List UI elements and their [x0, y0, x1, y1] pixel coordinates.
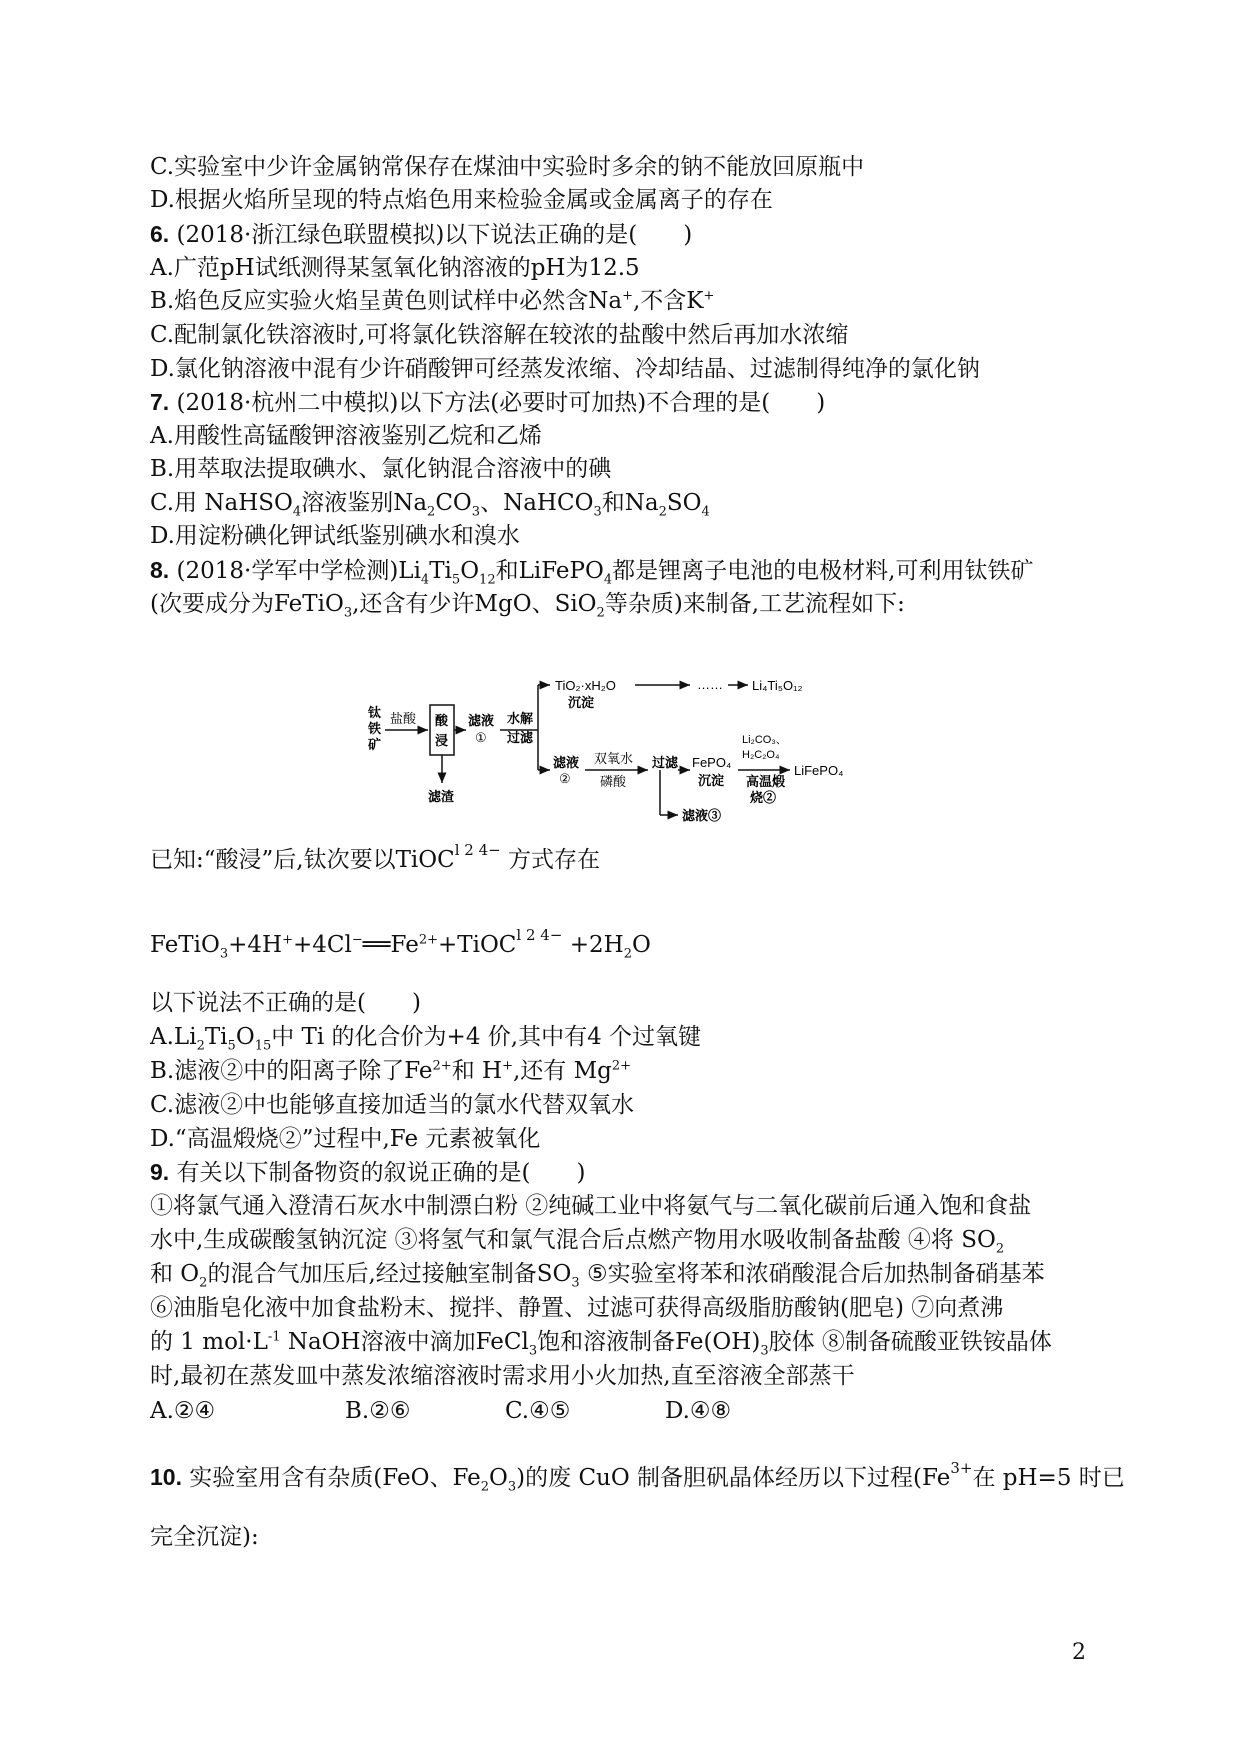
subscript: 3 — [219, 946, 229, 962]
question-text: (2018·浙江绿色联盟模拟)以下说法正确的是( ) — [176, 222, 693, 248]
subscript: 3 — [760, 1343, 769, 1359]
text: (次要成分为FeTiO — [150, 591, 344, 617]
q9-option-b: B.②⑥ — [345, 1398, 411, 1424]
filter-label: 过滤 — [507, 730, 534, 745]
q7-option-d: D.用淀粉碘化钾试纸鉴别碘水和溴水 — [150, 523, 520, 549]
subscript: 3 — [593, 504, 602, 520]
subscript: 4 — [292, 504, 302, 520]
q9-options — [150, 1396, 731, 1426]
subscript: 3 — [343, 605, 353, 621]
q7-option-b: B.用萃取法提取碘水、氯化钠混合溶液中的碘 — [150, 456, 612, 482]
text: 的 1 mol·L — [150, 1329, 268, 1355]
text: 和 H — [451, 1058, 503, 1084]
li4ti5o12-label: Li₄Ti₅O₁₂ — [752, 678, 803, 693]
subscript: 5 — [227, 1038, 236, 1054]
h2c2o4-label: H₂C₂O₄ — [742, 749, 780, 761]
superscript: -1 — [267, 1329, 281, 1345]
question-number: 7. — [150, 389, 170, 415]
text: ,还有 Mg — [512, 1058, 612, 1084]
q7-option-c — [150, 488, 710, 518]
subscript: 5 — [451, 572, 461, 588]
q9-option-d: D.④⑧ — [665, 1398, 732, 1424]
superscript: − — [549, 926, 563, 944]
text: A.Li — [150, 1024, 197, 1050]
text: ,不含K — [632, 288, 704, 314]
text: 水中,生成碳酸氢钠沉淀 ③将氢气和氯气混合后点燃产物用水吸收制备盐酸 ④将 SO — [150, 1227, 996, 1253]
subscript: 3 — [471, 504, 481, 520]
text: 和 O — [150, 1261, 200, 1287]
q8-option-a — [150, 1022, 701, 1052]
q8-option-c: C.滤液②中也能够直接加适当的氯水代替双氧水 — [150, 1092, 635, 1118]
q8-option-d: D.“高温煅烧②”过程中,Fe 元素被氧化 — [150, 1126, 541, 1152]
filter2-label: 过滤 — [652, 755, 679, 770]
text: +2H — [569, 932, 624, 958]
page-number: 2 — [1072, 1640, 1086, 1665]
ore-label-2: 铁 — [368, 721, 382, 736]
text: 和Na — [601, 490, 659, 516]
text: C.用 NaHSO — [150, 490, 293, 516]
h2o2-label: 双氧水 — [594, 751, 634, 766]
subscript: 2 — [196, 1038, 205, 1054]
q8-option-b — [150, 1056, 631, 1086]
subscript: 3 — [528, 1343, 538, 1359]
subscript: 3 — [571, 1275, 580, 1291]
filtrate2-number: ② — [559, 771, 571, 786]
dots-label: …… — [697, 677, 723, 692]
text: 等杂质)来制备,工艺流程如下: — [604, 591, 905, 617]
text: O — [460, 558, 480, 584]
subscript: 2 — [658, 504, 667, 520]
subscript: 2 — [199, 1275, 208, 1291]
question-number: 10. — [150, 1464, 182, 1490]
superscript: 3+ — [950, 1459, 973, 1477]
text: NaOH溶液中滴加FeCl — [280, 1329, 529, 1355]
known-condition — [150, 841, 601, 877]
question-text: (2018·杭州二中模拟)以下方法(必要时可加热)不合理的是( ) — [176, 390, 826, 416]
subscript: 4 — [603, 572, 613, 588]
fepo4-precipitate-label: 沉淀 — [698, 773, 725, 788]
superscript: + — [703, 288, 715, 304]
text: B.焰色反应实验火焰呈黄色则试样中必然含Na — [150, 288, 623, 314]
precipitate-label: 沉淀 — [568, 695, 595, 710]
residue-label: 滤渣 — [428, 789, 455, 804]
q6-option-a: A.广范pH试纸测得某氢氧化钠溶液的pH为12.5 — [150, 255, 640, 281]
text: +4H — [228, 932, 283, 958]
text: 都是锂离子电池的电极材料,可利用钛铁矿 — [612, 558, 1034, 584]
text: O — [631, 932, 651, 958]
text: 胶体 ⑧制备硫酸亚铁铵晶体 — [768, 1329, 1052, 1355]
option-d-prev: D.根据火焰所呈现的特点焰色用来检验金属或金属离子的存在 — [150, 187, 773, 213]
question-8-stem-line2 — [150, 589, 905, 619]
filtrate3-label: 滤液③ — [682, 808, 722, 823]
text: Ti — [429, 558, 452, 584]
superscript: l 2 4 — [516, 926, 550, 944]
subscript: 2 — [623, 946, 632, 962]
text: 和LiFePO — [495, 558, 604, 584]
text: 中 Ti 的化合价为+4 价,其中有4 个过氧键 — [271, 1024, 702, 1050]
subscript: 4 — [701, 504, 710, 520]
question-7-stem — [150, 387, 825, 418]
filtrate1-number: ① — [475, 730, 487, 745]
text: )的废 CuO 制备胆矾晶体经历以下过程(Fe — [516, 1465, 951, 1491]
process-flow-diagram — [360, 675, 880, 830]
text: 溶液鉴别Na — [301, 490, 428, 516]
superscript: − — [351, 932, 363, 948]
text: CO — [435, 490, 472, 516]
calcination-label-2: 烧② — [750, 790, 777, 805]
text: (2018·学军中学检测)Li — [176, 558, 421, 584]
fepo4-label: FePO₄ — [692, 755, 732, 770]
question-9-stem — [150, 1157, 585, 1188]
text: ⑤实验室将苯和浓硝酸混合后加热制备硝基苯 — [579, 1261, 1045, 1287]
superscript: + — [502, 1058, 513, 1074]
subscript: 15 — [254, 1038, 272, 1054]
h3po4-label: 磷酸 — [600, 774, 627, 789]
q6-option-c: C.配制氯化铁溶液时,可将氯化铁溶解在较浓的盐酸中然后再加水浓缩 — [150, 322, 849, 348]
text: 的混合气加压后,经过接触室制备SO — [207, 1261, 572, 1287]
question-number: 6. — [150, 221, 170, 247]
calcination-label-1: 高温煅 — [746, 774, 786, 789]
q9-line-4: ⑥油脂皂化液中加食盐粉末、搅拌、静置、过滤可获得高级脂肪酸钠(肥皂) ⑦向煮沸 — [150, 1295, 1004, 1321]
li2co3-label: Li₂CO₃、 — [742, 734, 787, 746]
option-c-prev: C.实验室中少许金属钠常保存在煤油中实验时多余的钠不能放回原瓶中 — [150, 154, 865, 180]
ore-label-1: 钛 — [368, 705, 382, 720]
text: 实验室用含有杂质(FeO、Fe — [189, 1465, 481, 1491]
question-text: 有关以下制备物资的叙说正确的是( ) — [176, 1160, 586, 1186]
acid-leach-label-2: 浸 — [435, 733, 449, 748]
q8-ask: 以下说法不正确的是( ) — [150, 990, 421, 1016]
question-6-stem — [150, 219, 692, 250]
superscript: − — [488, 841, 501, 859]
q9-option-c: C.④⑤ — [505, 1398, 571, 1424]
q9-line-3 — [150, 1259, 1045, 1289]
text: 饱和溶液制备Fe(OH) — [537, 1329, 761, 1355]
filtrate1-label: 滤液 — [468, 713, 495, 728]
filtrate2-label: 滤液 — [553, 755, 580, 770]
text: +4Cl — [293, 932, 352, 958]
superscript: 2+ — [418, 932, 438, 948]
question-10-stem-line2: 完全沉淀): — [150, 1524, 259, 1550]
superscript: l 2 4 — [454, 841, 489, 859]
q9-line-5 — [150, 1327, 1052, 1357]
tio2-label: TiO₂·xH₂O — [555, 678, 616, 693]
question-number: 9. — [150, 1159, 170, 1185]
text: ══Fe — [362, 932, 419, 958]
q9-line-6: 时,最初在蒸发皿中蒸发浓缩溶液时需求用小火加热,直至溶液全部蒸干 — [150, 1363, 855, 1389]
lifepo4-label: LiFePO₄ — [794, 763, 844, 778]
superscript: 2+ — [611, 1058, 632, 1074]
question-8-stem — [150, 555, 1033, 586]
superscript: + — [622, 288, 633, 304]
text: FeTiO — [150, 932, 220, 958]
subscript: 12 — [479, 572, 496, 588]
hydrolysis-label: 水解 — [507, 711, 534, 726]
q6-option-b — [150, 286, 714, 316]
subscript: 2 — [427, 504, 436, 520]
text: B.滤液②中的阳离子除了Fe — [150, 1058, 433, 1084]
ore-label-3: 矿 — [368, 737, 382, 752]
hcl-label: 盐酸 — [390, 711, 417, 726]
text: O — [489, 1465, 508, 1491]
text: 已知:“酸浸”后,钛次要以TiOC — [150, 847, 455, 873]
text: ,还含有少许MgO、SiO — [352, 591, 597, 617]
superscript: + — [282, 932, 294, 948]
equation — [150, 926, 651, 962]
text: 、NaHCO — [480, 490, 594, 516]
text: SO — [666, 490, 702, 516]
question-10-stem — [150, 1459, 1125, 1495]
subscript: 2 — [480, 1479, 490, 1495]
q9-line-1: ①将氯气通入澄清石灰水中制漂白粉 ②纯碱工业中将氨气与二氧化碳前后通入饱和食盐 — [150, 1193, 1032, 1219]
q9-option-a: A.②④ — [150, 1398, 216, 1424]
superscript: 2+ — [432, 1058, 452, 1074]
question-number: 8. — [150, 557, 170, 583]
text: 方式存在 — [508, 847, 601, 873]
text: O — [235, 1024, 255, 1050]
text: 在 pH=5 时已 — [972, 1465, 1125, 1491]
acid-leach-label-1: 酸 — [435, 713, 449, 728]
q6-option-d: D.氯化钠溶液中混有少许硝酸钾可经蒸发浓缩、冷却结晶、过滤制得纯净的氯化钠 — [150, 356, 980, 382]
subscript: 2 — [596, 605, 605, 621]
subscript: 4 — [420, 572, 430, 588]
text: +TiOC — [437, 932, 517, 958]
text: Ti — [204, 1024, 228, 1050]
subscript: 2 — [995, 1241, 1005, 1257]
q9-line-2 — [150, 1225, 1004, 1255]
q7-option-a: A.用酸性高锰酸钾溶液鉴别乙烷和乙烯 — [150, 423, 542, 449]
subscript: 3 — [507, 1479, 517, 1495]
